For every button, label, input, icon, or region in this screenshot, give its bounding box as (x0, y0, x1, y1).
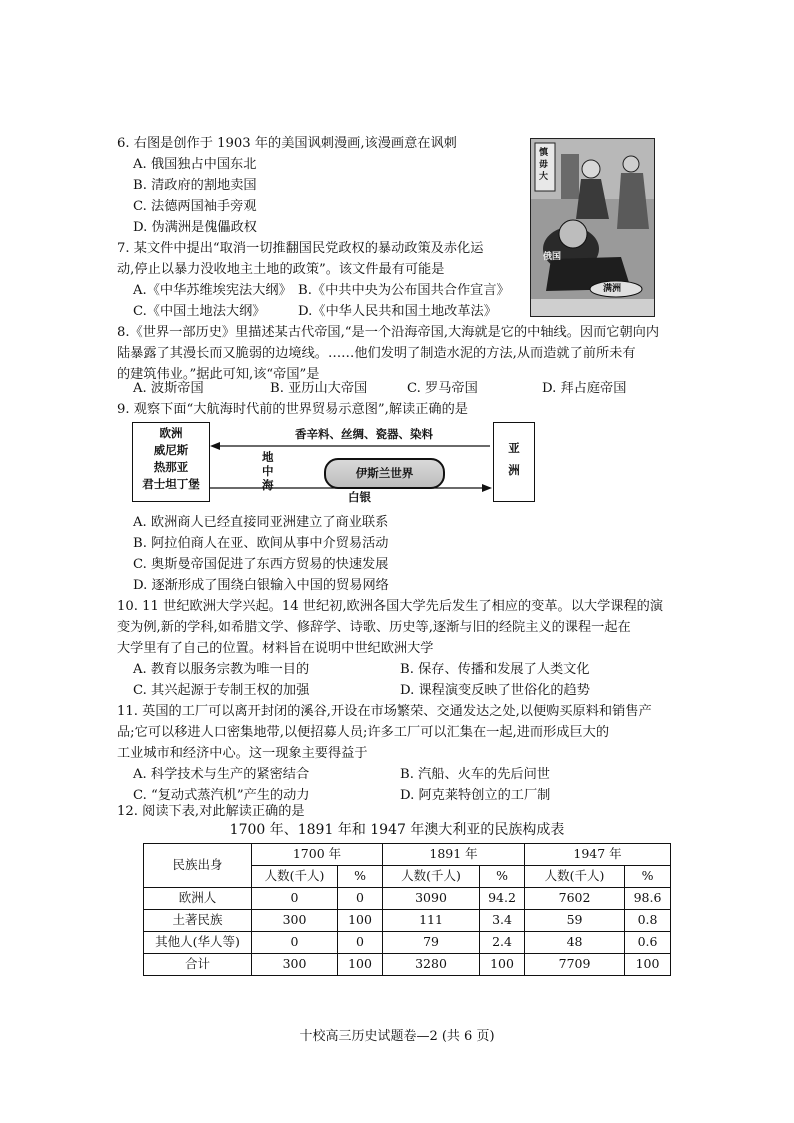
table-cell: 0.8 (625, 910, 671, 932)
q10-option-c: C. 其兴起源于专制王权的加强 (133, 683, 310, 698)
table-title: 1700 年、1891 年和 1947 年澳大利亚的民族构成表 (229, 822, 565, 838)
table-cell: 59 (525, 910, 625, 932)
q8-option-c: C. 罗马帝国 (407, 381, 478, 396)
table-cell: 100 (625, 954, 671, 976)
asia-label: 亚洲 (508, 441, 520, 477)
q10-stem-line-2: 变为例,新的学科,如希腊文学、修辞学、诗歌、历史等,逐渐与旧的经院主义的课程一起在 (117, 620, 631, 635)
goods-to-europe-label: 香辛料、丝绸、瓷器、染料 (295, 427, 433, 441)
top-arrow-head (210, 442, 220, 450)
header-year-1700: 1700 年 (252, 844, 383, 866)
table-total-row (144, 954, 671, 976)
table-cell: 48 (525, 932, 625, 954)
table-cell: 300 (252, 910, 338, 932)
europe-label: 欧洲 (159, 426, 183, 440)
table-cell: 111 (383, 910, 480, 932)
row-label: 欧洲人 (144, 888, 252, 910)
subheader-percent: % (480, 866, 525, 888)
row-label: 其他人(华人等) (144, 932, 252, 954)
page-footer: 十校高三历史试题卷—2 (共 6 页) (299, 1029, 495, 1044)
table-cell: 3.4 (480, 910, 525, 932)
q10-stem-line-3: 大学里有了自己的位置。材料旨在说明中世纪欧洲大学 (117, 641, 434, 656)
q12-stem: 12. 阅读下表,对此解读正确的是 (117, 804, 305, 819)
table-cell: 94.2 (480, 888, 525, 910)
table-cell: 7602 (525, 888, 625, 910)
cartoon-manchuria-label: 满洲 (603, 284, 622, 294)
q10-option-b: B. 保存、传播和发展了人类文化 (400, 662, 590, 677)
population-table (143, 843, 671, 976)
q6-option-b: B. 清政府的割地卖国 (133, 178, 257, 193)
islamic-world-pill: 伊斯兰世界 (324, 458, 445, 489)
subheader-count: 人数(千人) (383, 866, 480, 888)
q7-option-b: B.《中共中央为公布国共合作宣言》 (298, 283, 510, 298)
q11-stem-line-1: 11. 英国的工厂可以离开封闭的溪谷,开设在市场繁荣、交通发达之处,以便购买原料和销售产 (117, 704, 652, 719)
q7-option-d: D.《中华人民共和国土地改革法》 (298, 304, 497, 319)
table-cell: 3090 (383, 888, 480, 910)
q6-stem: 6. 右图是创作于 1903 年的美国讽刺漫画,该漫画意在讽刺 (117, 136, 457, 151)
table-cell: 98.6 (625, 888, 671, 910)
subheader-count: 人数(千人) (252, 866, 338, 888)
q6-option-d: D. 伪满洲是傀儡政权 (133, 220, 257, 235)
table-cell: 7709 (525, 954, 625, 976)
political-cartoon-image (530, 138, 655, 317)
q8-option-a: A. 波斯帝国 (133, 381, 204, 396)
table-cell: 0 (252, 932, 338, 954)
q9-option-a: A. 欧洲商人已经直接同亚洲建立了商业联系 (133, 515, 389, 530)
q8-option-b: B. 亚历山大帝国 (270, 381, 368, 396)
trade-diagram (130, 422, 550, 504)
table-cell: 0.6 (625, 932, 671, 954)
table-cell: 100 (480, 954, 525, 976)
q10-option-d: D. 课程演变反映了世俗化的趋势 (400, 683, 590, 698)
header-year-1947: 1947 年 (525, 844, 671, 866)
q10-stem-line-1: 10. 11 世纪欧洲大学兴起。14 世纪初,欧洲各国大学先后发生了相应的变革。以大学课程的演 (117, 599, 664, 614)
genoa-label: 热那亚 (153, 460, 189, 474)
cartoon-russia-label: 俄国 (543, 252, 562, 262)
q11-option-a: A. 科学技术与生产的紧密结合 (133, 767, 310, 782)
q9-option-c: C. 奥斯曼帝国促进了东西方贸易的快速发展 (133, 557, 389, 572)
q11-stem-line-2: 品;它可以移进人口密集地带,以便招募人员;许多工厂可以汇集在一起,进而形成巨大的 (117, 725, 610, 740)
header-year-1891: 1891 年 (383, 844, 525, 866)
table-cell: 0 (252, 888, 338, 910)
table-row (144, 910, 671, 932)
table-cell: 79 (383, 932, 480, 954)
q7-option-a: A.《中华苏维埃宪法大纲》 (133, 283, 292, 298)
table-cell: 3280 (383, 954, 480, 976)
q11-option-c: C. “复动式蒸汽机”产生的动力 (133, 788, 310, 803)
row-label: 土著民族 (144, 910, 252, 932)
bottom-arrow-head (482, 484, 492, 492)
venice-label: 威尼斯 (153, 443, 189, 457)
q9-option-b: B. 阿拉伯商人在亚、欧间从事中介贸易活动 (133, 536, 389, 551)
cartoon-sign-label: 慎毋大 (539, 148, 549, 182)
q11-option-b: B. 汽船、火车的先后问世 (400, 767, 550, 782)
row-label: 合计 (144, 954, 252, 976)
table-cell: 300 (252, 954, 338, 976)
q7-option-c: C.《中国土地法大纲》 (133, 304, 266, 319)
q6-option-c: C. 法德两国袖手旁观 (133, 199, 257, 214)
table-row (144, 932, 671, 954)
constantinople-label: 君士坦丁堡 (142, 477, 200, 491)
subheader-percent: % (338, 866, 383, 888)
table-cell: 100 (338, 954, 383, 976)
q9-stem: 9. 观察下面“大航海时代前的世界贸易示意图”,解读正确的是 (117, 402, 468, 417)
q6-option-a: A. 俄国独占中国东北 (133, 157, 257, 172)
table-cell: 100 (338, 910, 383, 932)
mediterranean-label: 地中海 (262, 450, 274, 492)
q8-option-d: D. 拜占庭帝国 (542, 381, 627, 396)
subheader-percent: % (625, 866, 671, 888)
q7-stem-line-2: 动,停止以暴力没收地主土地的政策”。该文件最有可能是 (117, 262, 445, 277)
header-origin: 民族出身 (144, 844, 252, 888)
q11-option-d: D. 阿克莱特创立的工厂制 (400, 788, 551, 803)
q8-stem-line-3: 的建筑伟业。”据此可知,该“帝国”是 (117, 367, 320, 382)
q9-option-d: D. 逐渐形成了围绕白银输入中国的贸易网络 (133, 578, 389, 593)
q8-stem-line-1: 8.《世界一部历史》里描述某古代帝国,“是一个沿海帝国,大海就是它的中轴线。因而它朝向内 (117, 325, 660, 340)
q10-option-a: A. 教育以服务宗教为唯一目的 (133, 662, 310, 677)
q11-stem-line-3: 工业城市和经济中心。这一现象主要得益于 (117, 746, 368, 761)
table-row (144, 888, 671, 910)
table-cell: 2.4 (480, 932, 525, 954)
table-header-row (144, 844, 671, 866)
silver-label: 白银 (348, 490, 371, 504)
table-cell: 0 (338, 932, 383, 954)
table-cell: 0 (338, 888, 383, 910)
q8-stem-line-2: 陆暴露了其漫长而又脆弱的边境线。……他们发明了制造水泥的方法,从而造就了前所未有 (117, 346, 636, 361)
subheader-count: 人数(千人) (525, 866, 625, 888)
q7-stem-line-1: 7. 某文件中提出“取消一切推翻国民党政权的暴动政策及赤化运 (117, 241, 484, 256)
